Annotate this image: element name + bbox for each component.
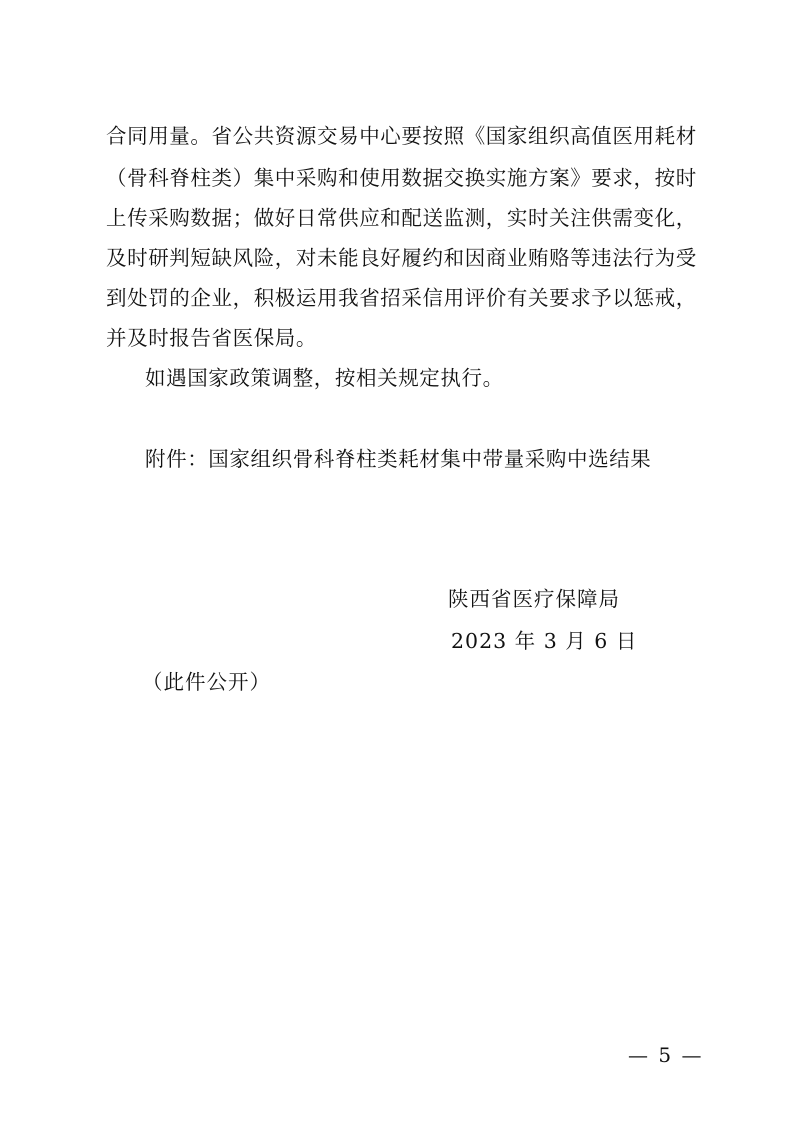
page-number: — 5 — [628, 1043, 704, 1067]
paragraph-line-3: 上传采购数据；做好日常供应和配送监测，实时关注供需变化， [106, 206, 697, 230]
paragraph-line-5: 到处罚的企业，积极运用我省招采信用评价有关要求予以惩戒， [106, 286, 697, 310]
paragraph-line-6: 并及时报告省医保局。 [106, 326, 317, 350]
paragraph-line-2: （骨科脊柱类）集中采购和使用数据交换实施方案》要求，按时 [106, 166, 697, 190]
disclosure-note: （此件公开） [142, 670, 271, 694]
signature-organization: 陕西省医疗保障局 [448, 587, 620, 611]
paragraph-line-1: 合同用量。省公共资源交易中心要按照《国家组织高值医用耗材 [106, 124, 697, 148]
attachment-line: 附件：国家组织骨科脊柱类耗材集中带量采购中选结果 [145, 447, 652, 471]
policy-note: 如遇国家政策调整，按相关规定执行。 [145, 366, 504, 390]
paragraph-line-4: 及时研判短缺风险，对未能良好履约和因商业贿赂等违法行为受 [106, 246, 697, 270]
signature-date: 2023 年 3 月 6 日 [451, 629, 638, 653]
